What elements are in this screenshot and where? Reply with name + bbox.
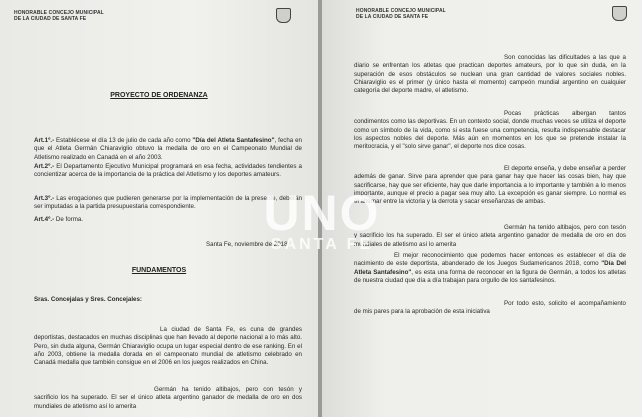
article-4-label: Art.4º.- <box>34 216 55 223</box>
place-date: Santa Fe, noviembre de 2018. <box>206 241 290 248</box>
fundamentos-paragraph-2: Germán ha tenido altibajos, pero con tesón y sacrificio los ha superado. El ser el único atleta argentino ganador de medalla de oro en dos mundiales de atletismo así lo amerita <box>34 386 302 410</box>
watermark-logo-line1: UNO <box>263 185 381 241</box>
right-paragraph-6: Por todo esto, solicito el acompañamiento de mis pares para la aprobación de esta iniciativa <box>354 300 626 316</box>
fundamentos-title: FUNDAMENTOS <box>131 267 187 274</box>
left-council-seal-icon <box>276 8 291 23</box>
right-paragraph-5-a: El mejor reconocimiento que podemos hacer entonces es establecer el día de nacimiento de este deportista, abanderado de los Juegos Sudamericanos 2018, como <box>354 252 626 268</box>
right-header-line1: HONORABLE CONCEJO MUNICIPAL <box>356 8 446 14</box>
right-paragraph-5-bold: "Día Del Atleta Santafesino" <box>354 260 626 276</box>
salutation: Sras. Concejalas y Sres. Concejales: <box>34 296 142 303</box>
fundamentos-paragraph-1: La ciudad de Santa Fe, es cuna de grandes deportistas, destacados en muchas disciplinas que han llevado al deporte nacional a lo más alto. Pero, sin duda alguna, Germán Chiaraviglio ocupa un lugar especial dentro de ese ranking. En el año 2003, obtiene la medalla dorada en el campeonato mundial de atletismo celebrado en Canadá medalla que también consigue en el 2006 en los juegos realizados en China. <box>34 326 302 367</box>
watermark-logo-line2: SANTA FE <box>270 236 374 253</box>
article-1 <box>34 137 302 162</box>
left-header-line2: DE LA CIUDAD DE SANTA FE <box>14 16 87 22</box>
right-council-seal-icon <box>612 6 627 21</box>
article-3-label: Art.3º.- <box>34 195 55 202</box>
left-header-line1: HONORABLE CONCEJO MUNICIPAL <box>14 10 104 16</box>
right-header-line2: DE LA CIUDAD DE SANTA FE <box>356 14 429 20</box>
right-header <box>356 8 446 20</box>
ordinance-title: PROYECTO DE ORDENANZA <box>110 92 208 99</box>
right-paragraph-5 <box>354 252 626 285</box>
article-1-text-a: Establécese el día 13 de julio de cada año como <box>54 137 193 144</box>
right-paragraph-4: Germán ha tenido altibajos, pero con tesón y sacrificio los ha superado. El ser el único atleta argentino ganador de medalla de oro en dos mundiales de atletismo así lo amerita <box>354 224 626 248</box>
article-2-text: El Departamento Ejecutivo Municipal programará en esa fecha, actividades tendientes a concientizar acerca de la importancia de la práctica del Atletismo y los deportes amateurs. <box>34 163 302 179</box>
article-2 <box>34 163 302 180</box>
right-paragraph-2: Pocas prácticas albergan tantos condimentos como las deportivas. En un contexto social, donde muchas veces se utiliza el deporte como un símbolo de la vida, como si esta fuese una competencia, resulta indispensable destacar los aspectos nobles del deporte. Más aún en momentos en los que se pretende instalar la meritocracia, y el "solo sirve ganar", el deporte nos dice cosas. <box>354 110 626 151</box>
right-paragraph-5-b: , es esta una forma de reconocer en la figura de Germán, a todos los atletas de nuestra ciudad que día a día trabajan para orgullo de los santafesinos. <box>354 268 626 284</box>
right-paragraph-3: El deporte enseña, y debe enseñar a perder además de ganar. Sirve para aprender que para ganar hay que hacer las cosas bien, hay que sacrificarse, hay que ser eficiente, hay que darle importancia a lo importante y también a lo menos importante, aunque el precio a pagar sea muy alto. La excepción es ganar siempre. Lo normal es el alternar entre la victoria y la derrota y sacar enseñanzas de ambas. <box>354 165 626 206</box>
article-4-text: De forma. <box>54 216 84 223</box>
right-paragraph-1: Son conocidas las dificultades a las que a diario se enfrentan los atletas que practican deportes amateurs, por lo que sin duda, en la superación de esos obstáculos se nuclean una gran cantidad de valores sociales nobles. Chiaraviglio es el primer (y único hasta el momento) campeón mundial argentino en cualquier categoría del deporte madre, el atletismo. <box>354 54 626 95</box>
article-2-label: Art.2º.- <box>34 163 55 170</box>
left-header <box>14 10 104 22</box>
article-1-label: Art.1º.- <box>34 137 55 144</box>
article-1-text-b: , fecha en que el Atleta Germán Chiaraviglio obtuvo la medalla de oro en el Campeonato Mundial de Atletismo realizado en Canadá en el año 2003. <box>34 137 303 161</box>
article-1-bold: "Día del Atleta Santafesino" <box>192 137 275 144</box>
article-3-text: Las erogaciones que pudieren generarse por la implementación de la presente, deberán ser imputadas a la partida presupuestaria correspondiente. <box>34 195 302 211</box>
